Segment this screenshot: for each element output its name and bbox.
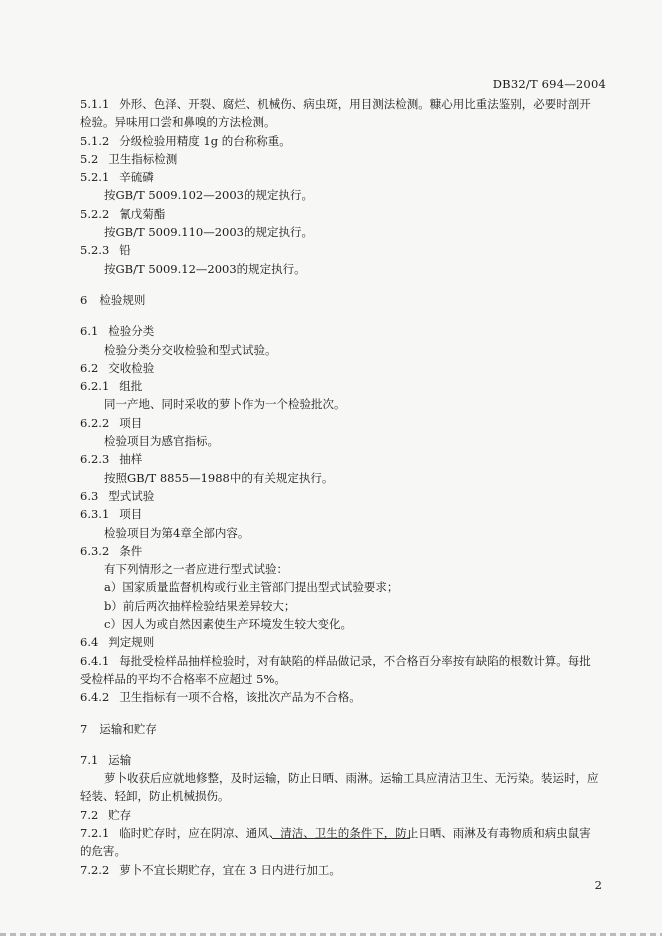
clause-6-2-3-text: 按照GB/T 8855—1988中的有关规定执行。 [104, 470, 334, 485]
clause-number: 6.3 [80, 488, 99, 503]
section-7-heading [80, 720, 600, 738]
clause-text: 萝卜不宜长期贮存，宜在 3 日内进行加工。 [119, 862, 341, 877]
clause-6-4-heading [80, 633, 600, 651]
clause-6-2-3-heading [80, 450, 600, 468]
clause-5-2-1-text: 按GB/T 5009.102—2003的规定执行。 [104, 188, 313, 203]
clause-6-3-1-heading [80, 505, 600, 523]
clause-number: 7.1 [80, 752, 99, 767]
clause-number: 6.3.2 [80, 543, 110, 558]
clause-6-2-2-text: 检验项目为感官指标。 [104, 434, 219, 449]
clause-7-1-line2: 轻装、轻卸，防止机械损伤。 [80, 789, 230, 804]
clause-7-2-1-line2: 的危害。 [80, 844, 126, 859]
section-6-heading [80, 291, 600, 309]
clause-text: 卫生指标有一项不合格，该批次产品为不合格。 [119, 690, 361, 705]
list-item-a: a）国家质量监督机构或行业主管部门提出型式试验要求； [104, 580, 399, 595]
clause-number: 5.2.2 [80, 206, 110, 221]
clause-number: 5.1.2 [80, 133, 110, 148]
clause-6-4-2 [80, 688, 600, 706]
clause-6-1-text: 检验分类分交收检验和型式试验。 [104, 342, 277, 357]
clause-number: 5.2.3 [80, 243, 110, 258]
clause-number: 6.2.1 [80, 379, 110, 394]
clause-number: 7.2.1 [80, 825, 110, 840]
section-title: 检验规则 [99, 292, 146, 307]
clause-number: 6.4.2 [80, 690, 110, 705]
clause-7-2-heading [80, 806, 600, 824]
document-body [80, 95, 600, 879]
clause-7-1-line1: 萝卜收获后应就地修整，及时运输，防止日晒、雨淋。运输工具应清洁卫生、无污染。装运时，应 [104, 771, 599, 786]
section-number: 6 [80, 292, 88, 307]
section-title: 运输和贮存 [99, 721, 157, 736]
clause-title: 型式试验 [108, 488, 155, 503]
clause-5-2-2-heading [80, 205, 600, 223]
section-gap [80, 309, 600, 322]
clause-6-2-1-text: 同一产地、同时采收的萝卜作为一个检验批次。 [104, 397, 346, 412]
clause-text: 分级检验用精度 1g 的台称称重。 [119, 133, 291, 148]
clause-7-2-1-line1 [80, 824, 600, 842]
clause-6-4-1-line2: 受检样品的平均不合格率不应超过 5%。 [80, 671, 286, 686]
end-divider [272, 838, 410, 839]
clause-6-4-1-line1 [80, 652, 600, 670]
clause-title: 项目 [119, 507, 143, 522]
clause-7-1-heading [80, 751, 600, 769]
clause-5-2-2-text: 按GB/T 5009.110—2003的规定执行。 [104, 225, 313, 240]
section-number: 7 [80, 721, 88, 736]
clause-6-3-1-text: 检验项目为第4章全部内容。 [104, 525, 250, 540]
clause-text: 每批受检样品抽样检验时，对有缺陷的样品做记录，不合格百分率按有缺陷的根数计算。每批 [119, 653, 591, 668]
list-item-c: c）因人为或自然因素使生产环境发生较大变化。 [104, 617, 352, 632]
clause-title: 组批 [119, 379, 143, 394]
clause-number: 5.2 [80, 151, 99, 166]
clause-6-3-2-text: 有下列情形之一者应进行型式试验： [104, 562, 288, 577]
clause-number: 5.1.1 [80, 97, 110, 111]
clause-title: 交收检验 [108, 360, 155, 375]
clause-number: 7.2 [80, 807, 99, 822]
clause-5-2-heading [80, 150, 600, 168]
clause-6-3-2-heading [80, 542, 600, 560]
clause-title: 项目 [119, 415, 143, 430]
clause-text: 外形、色泽、开裂、腐烂、机械伤、病虫斑，用目测法检测。糠心用比重法鉴别，必要时剖开 [119, 97, 591, 111]
clause-6-1-heading [80, 322, 600, 340]
clause-5-2-1-heading [80, 168, 600, 186]
clause-title: 抽样 [119, 452, 143, 467]
clause-6-2-2-heading [80, 414, 600, 432]
clause-title: 条件 [119, 543, 143, 558]
clause-title: 贮存 [108, 807, 132, 822]
clause-number: 6.2 [80, 360, 99, 375]
list-item-b: b）前后两次抽样检验结果差异较大； [104, 598, 296, 613]
clause-7-2-2 [80, 861, 600, 879]
clause-number: 6.4 [80, 635, 99, 650]
clause-title: 检验分类 [108, 324, 155, 339]
clause-5-1-2 [80, 132, 600, 150]
clause-title: 铅 [119, 243, 131, 258]
clause-title: 氰戊菊酯 [119, 206, 166, 221]
clause-5-1-1-line2: 检验。异味用口尝和鼻嗅的方法检测。 [80, 115, 276, 130]
clause-5-2-3-text: 按GB/T 5009.12—2003的规定执行。 [104, 261, 306, 276]
clause-title: 运输 [108, 752, 132, 767]
section-gap [80, 738, 600, 751]
clause-number: 7.2.2 [80, 862, 110, 877]
clause-6-3-heading [80, 487, 600, 505]
clause-6-2-heading [80, 359, 600, 377]
clause-number: 5.2.1 [80, 170, 110, 185]
clause-5-1-1-line1 [80, 95, 600, 113]
clause-number: 6.3.1 [80, 507, 110, 522]
standard-code: DB32/T 694—2004 [492, 77, 606, 91]
clause-6-2-1-heading [80, 377, 600, 395]
clause-text: 临时贮存时，应在阴凉、通风、清洁、卫生的条件下，防止日晒、雨淋及有毒物质和病虫鼠害 [119, 825, 591, 840]
clause-number: 6.1 [80, 324, 99, 339]
clause-number: 6.2.2 [80, 415, 110, 430]
page-number: 2 [594, 878, 602, 892]
clause-title: 卫生指标检测 [108, 151, 178, 166]
clause-number: 6.4.1 [80, 653, 110, 668]
clause-number: 6.2.3 [80, 452, 110, 467]
clause-5-2-3-heading [80, 241, 600, 259]
section-gap [80, 278, 600, 291]
clause-title: 辛硫磷 [119, 170, 154, 185]
section-gap [80, 707, 600, 720]
clause-title: 判定规则 [108, 635, 155, 650]
